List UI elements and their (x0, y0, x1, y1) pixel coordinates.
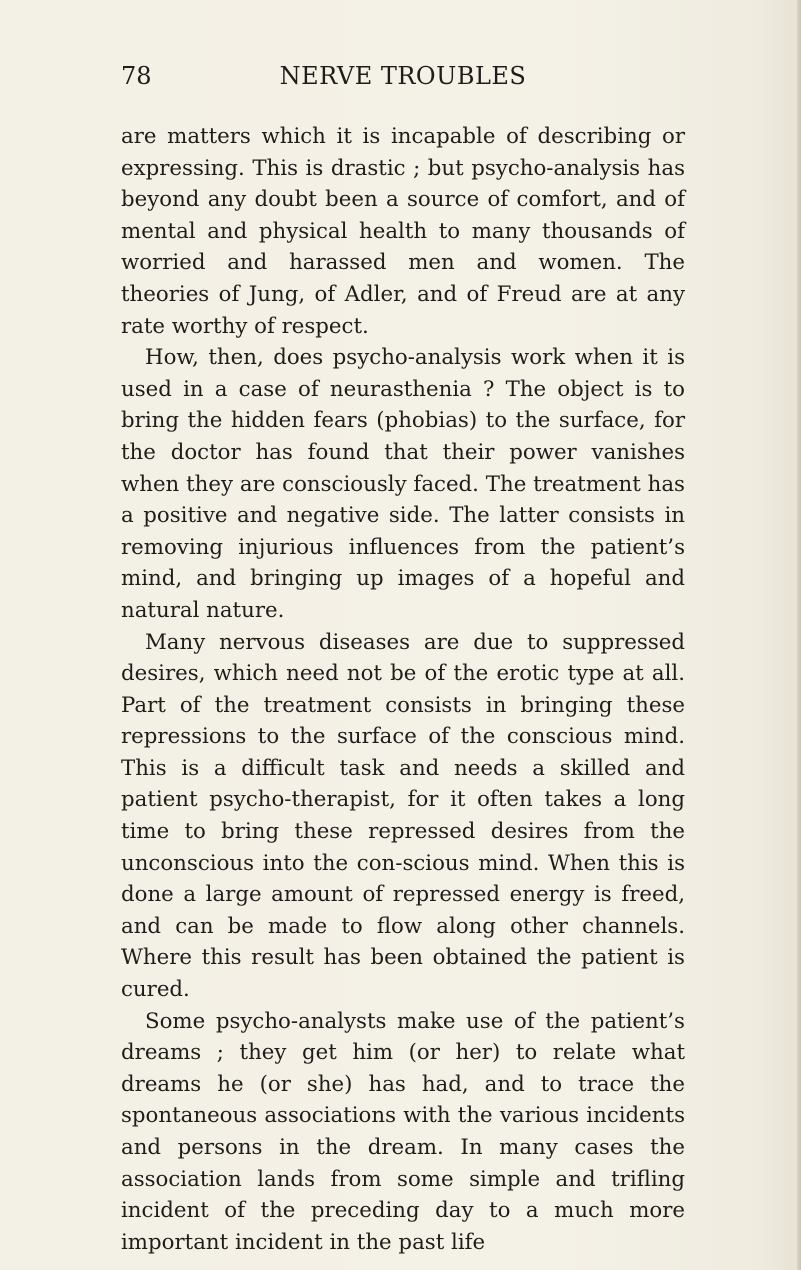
page-header (121, 62, 685, 100)
page-number: 78 (121, 62, 152, 90)
paragraph: Many nervous diseases are due to suppressed desires, which need not be of the erotic type at all. Part of the treatment consists in bringing these repressions to the surface of the conscious mind. This is a difficult task and needs a skilled and patient psycho-therapist, for it often takes a long time to bring these repressed desires from the unconscious into the con-scious mind. When this is done a large amount of repressed energy is freed, and can be made to flow along other channels. Where this result has been obtained the patient is cured. (121, 629, 685, 1003)
body-text (121, 121, 685, 1258)
paragraph-continued: are matters which it is incapable of describing or expressing. This is drastic ; but psycho-analysis has beyond any doubt been a source of comfort, and of mental and physical health to many thousands of worried and harassed men and women. The theories of Jung, of Adler, and of Freud are at any rate worthy of respect. (121, 124, 685, 339)
paragraph: How, then, does psycho-analysis work when it is used in a case of neurasthenia ? The object is to bring the hidden fears (phobias) to the surface, for the doctor has found that their power vanishes when they are consciously faced. The treatment has a positive and negative side. The latter consists in removing injurious influences from the patient’s mind, and bringing up images of a hopeful and natural nature. (121, 345, 685, 623)
paragraph: Some psycho-analysts make use of the patient’s dreams ; they get him (or her) to relate what dreams he (or she) has had, and to trace the spontaneous associations with the various incidents and persons in the dream. In many cases the association lands from some simple and trifling incident of the preceding day to a much more important incident in the past life (121, 1008, 685, 1255)
running-title: NERVE TROUBLES (279, 62, 527, 90)
page-edge (797, 0, 801, 1270)
